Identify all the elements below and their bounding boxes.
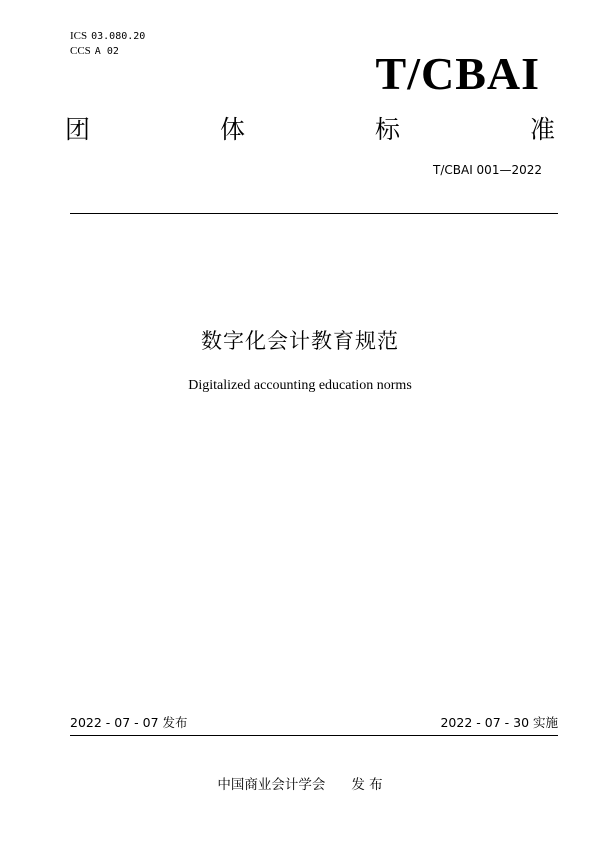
- publisher-name: 中国商业会计学会: [217, 777, 326, 793]
- document-title-chinese: 数字化会计教育规范: [201, 329, 399, 353]
- ics-classification: [70, 30, 145, 43]
- ics-label: ICS: [70, 30, 88, 42]
- ccs-code: A 02: [94, 46, 119, 57]
- standard-type-heading: [65, 112, 555, 148]
- organization-logo: T/CBAI: [375, 48, 540, 99]
- standard-number: T/CBAI 001—2022: [433, 163, 542, 177]
- bottom-divider: [70, 735, 558, 736]
- ics-code: 03.080.20: [91, 31, 146, 42]
- ccs-label: CCS: [70, 45, 91, 57]
- standard-type-char: 体: [219, 115, 245, 144]
- ccs-classification: [70, 45, 119, 58]
- standard-type-char: 标: [374, 115, 400, 144]
- issue-date: 2022 - 07 - 07 发布: [70, 715, 188, 730]
- publisher-line: [0, 776, 600, 794]
- publisher-action: 发 布: [351, 777, 383, 793]
- standard-type-char: 准: [529, 115, 555, 144]
- document-title-english: Digitalized accounting education norms: [188, 378, 412, 393]
- implementation-date: 2022 - 07 - 30 实施: [440, 715, 558, 730]
- standard-type-char: 团: [65, 115, 91, 144]
- top-divider: [70, 213, 558, 214]
